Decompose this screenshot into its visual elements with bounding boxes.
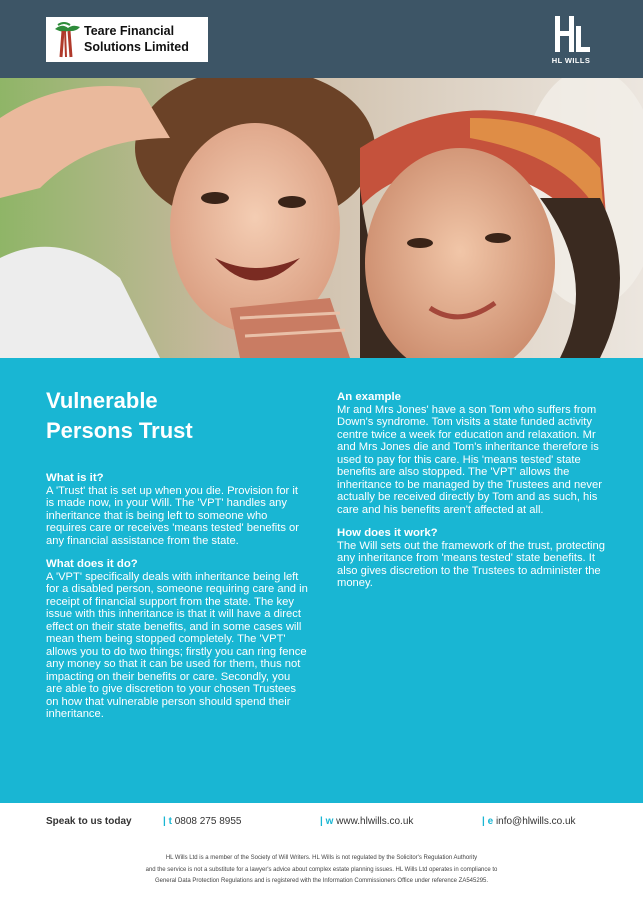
section-heading-what-is-it: What is it? [46,472,104,484]
separator: | [320,816,323,827]
logo-text [84,23,189,55]
disclaimer-line-2: and the service is not a substitute for a lawyer's advice about complex estate planning issues. HL Wills Ltd operates in compliance to [145,866,498,873]
section-heading-example: An example [337,391,401,403]
disclaimer [40,853,603,888]
web-label: w [325,816,334,827]
web-contact[interactable] [320,816,413,827]
phone-label: t [168,816,172,827]
disclaimer-line-3: General Data Protection Regulations and is registered with the Information Commissioners Office under reference ZA545295. [154,878,489,884]
email-contact[interactable] [482,816,576,827]
teare-logo [46,17,208,62]
disclaimer-line-1: HL Wills Ltd is a member of the Society of Will Writers. HL Wills is not regulated by the Solicitor's Regulation Authority [165,855,478,861]
title-line-1: Vulnerable [46,388,158,413]
page-title [46,386,193,446]
brand-text: HL WILLS [551,56,591,65]
hl-wills-logo-icon [546,14,596,54]
separator: | [163,816,166,827]
phone-number[interactable]: 0808 275 8955 [174,816,242,827]
section-heading-what-does-it-do: What does it do? [46,558,138,570]
email-label: e [487,816,494,827]
section-body-how-it-works: The Will sets out the framework of the trust, protecting any inheritance from 'means tested' state benefits. It also gives discretion to the Trustees to administer the money. [337,539,605,589]
logo-line-1: Teare Financial [84,24,175,38]
hero-photo [0,78,643,358]
logo-line-2: Solutions Limited [84,40,189,54]
tree-logo-icon [52,21,82,59]
right-column [337,391,607,601]
section-body-example: Mr and Mrs Jones' have a son Tom who suffers from Down's syndrome. Tom visits a state funded activity centre twice a week for education and relaxation. Mr and Mrs Jones die and Tom's inheritance therefore is used to pay for this care. His 'means tested' state benefits are also stopped. The 'VPT' allows the inheritance to be managed by the Trustees and never actually be received directly by Tom and as such, his care and his benefits aren't affected at all. [337,403,602,516]
separator: | [482,816,485,827]
hero-photo-illustration [0,78,643,358]
website-link[interactable]: www.hlwills.co.uk [336,816,414,827]
email-link[interactable]: info@hlwills.co.uk [495,816,576,827]
phone-contact[interactable] [163,816,241,827]
section-body-what-is-it: A 'Trust' that is set up when you die. Provision for it is made now, in your Will. The 'VPT' handles any inheritance that is being left to someone who requires care or receives 'means tested' benefits or any financial assistance from the state. [46,484,300,547]
left-column [46,472,308,732]
content-panel [0,358,643,803]
title-line-2: Persons Trust [46,418,193,443]
section-heading-how-it-works: How does it work? [337,527,438,539]
speak-to-us-label: Speak to us today [46,816,132,827]
header-bar [0,0,643,78]
section-body-what-does-it-do: A 'VPT' specifically deals with inheritance being left for a disabled person, someone requiring care and in receipt of financial support from the state. The key issue with this inheritance is that it will have a direct effect on their state benefits, and in some cases will mean them being stopped completely. The 'VPT' allows you to do two things; firstly you can ring fence any money so that it can be used for them, thus not impacting on their benefits or care. Secondly, you are able to give discretion to your chosen Trustees on how that vulnerable person should spend their inheritance. [46,570,308,720]
